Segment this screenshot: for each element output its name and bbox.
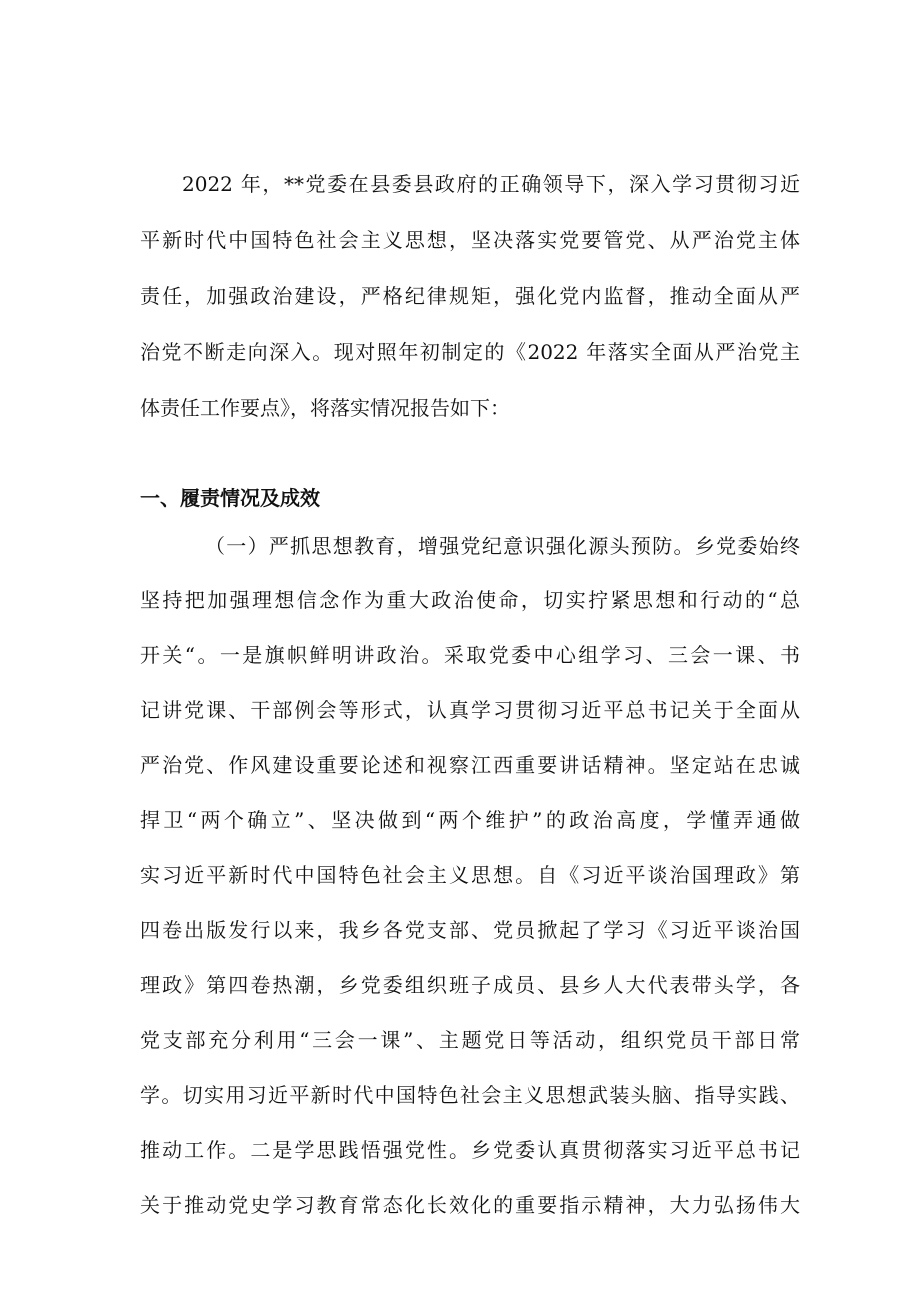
- section-line-7: 实习近平新时代中国特色社会主义思想。自《习近平谈治国理政》第: [140, 863, 800, 887]
- intro-line-5: 体责任工作要点》，将落实情况报告如下：: [140, 396, 510, 420]
- section-line-3: 开关“。一是旗帜鲜明讲政治。采取党委中心组学习、三会一课、书: [140, 643, 800, 667]
- intro-line-2: 平新时代中国特色社会主义思想，坚决落实党要管党、从严治党主体: [140, 228, 800, 252]
- section-line-1: （一）严抓思想教育，增强党纪意识强化源头预防。乡党委始终: [205, 534, 800, 558]
- section-line-6: 捍卫“两个确立”、坚决做到“两个维护”的政治高度，学懂弄通做: [140, 808, 800, 832]
- section-line-4: 记讲党课、干部例会等形式，认真学习贯彻习近平总书记关于全面从: [140, 698, 800, 722]
- section-line-11: 学。切实用习近平新时代中国特色社会主义思想武装头脑、指导实践、: [140, 1083, 800, 1107]
- section-line-12: 推动工作。二是学思践悟强党性。乡党委认真贯彻落实习近平总书记: [140, 1138, 800, 1162]
- section-heading: 一、履责情况及成效: [140, 486, 320, 510]
- section-line-2: 坚持把加强理想信念作为重大政治使命，切实拧紧思想和行动的“总: [140, 588, 800, 612]
- intro-line-3: 责任，加强政治建设，严格纪律规矩，强化党内监督，推动全面从严: [140, 284, 800, 308]
- intro-line-4: 治党不断走向深入。现对照年初制定的《2022 年落实全面从严治党主: [140, 340, 800, 364]
- section-line-13: 关于推动党史学习教育常态化长效化的重要指示精神，大力弘扬伟大: [140, 1193, 800, 1217]
- intro-line-1: 2022 年，**党委在县委县政府的正确领导下，深入学习贯彻习近: [182, 172, 800, 196]
- section-line-10: 党支部充分利用“三会一课”、主题党日等活动，组织党员干部日常: [140, 1028, 800, 1052]
- section-line-5: 严治党、作风建设重要论述和视察江西重要讲话精神。坚定站在忠诚: [140, 753, 800, 777]
- section-line-8: 四卷出版发行以来，我乡各党支部、党员掀起了学习《习近平谈治国: [140, 918, 800, 942]
- section-line-9: 理政》第四卷热潮，乡党委组织班子成员、县乡人大代表带头学，各: [140, 973, 800, 997]
